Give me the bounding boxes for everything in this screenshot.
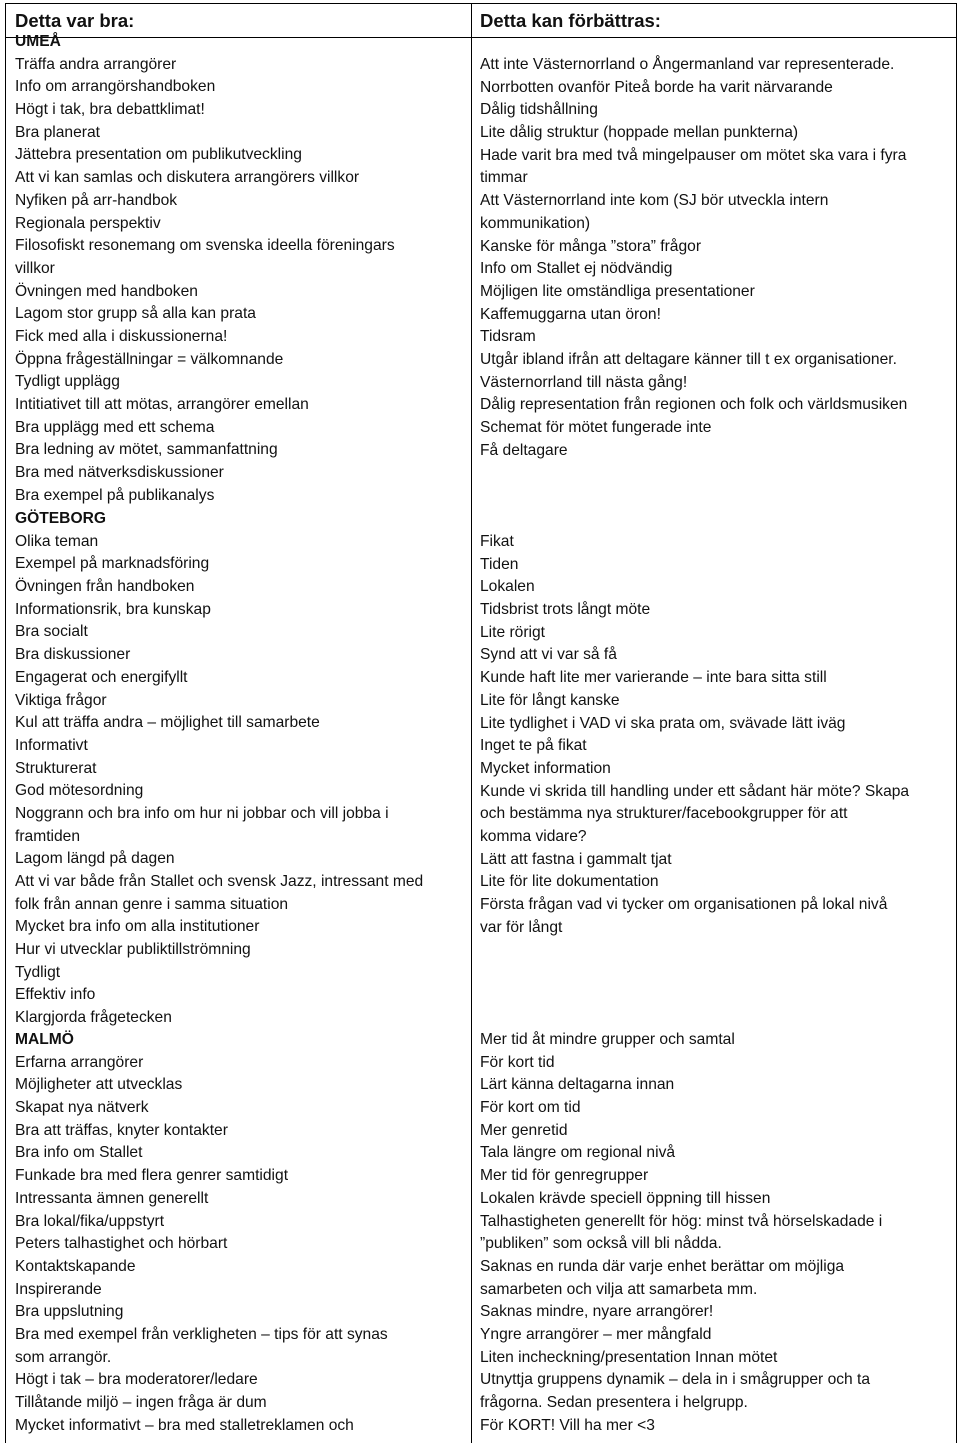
list-item: Övningen med handboken [15, 282, 198, 300]
list-item: Erfarna arrangörer [15, 1053, 144, 1071]
list-item: Tydligt upplägg [15, 373, 120, 391]
list-item: Bra planerat [15, 123, 100, 141]
list-item: Västernorrland till nästa gång! [480, 373, 688, 391]
city-title-malmo: MALMÖ [15, 1031, 74, 1048]
list-item: Bra info om Stallet [15, 1144, 143, 1162]
city-title-umea: UMEÅ [15, 33, 61, 50]
list-item: Lätt att fastna i gammalt tjat [480, 850, 672, 868]
list-item: Bra upplägg med ett schema [15, 418, 215, 436]
list-item: Tidsram [480, 328, 536, 346]
list-item: Lite tydlighet i VAD vi ska prata om, svävade lätt iväg [480, 714, 846, 732]
list-item: Strukturerat [15, 759, 97, 777]
list-item: Lärt känna deltagarna innan [480, 1076, 675, 1094]
column-divider [471, 4, 472, 1443]
list-item: Lite dålig struktur (hoppade mellan punkterna) [480, 124, 799, 142]
list-item: framtiden [15, 827, 81, 845]
umea-improve-list [480, 54, 950, 462]
list-item: Möjligheter att utvecklas [15, 1076, 183, 1094]
list-item: Mer genretid [480, 1121, 568, 1139]
list-item: Hur vi utvecklar publiktillströmning [15, 941, 251, 959]
list-item: För kort tid [480, 1053, 555, 1071]
list-item: och bestämma nya strukturer/facebookgrupper för att [480, 805, 848, 823]
list-item: kommunikation) [480, 214, 591, 232]
list-item: Öppna frågeställningar = välkomnande [15, 350, 284, 368]
list-item: Bra ledning av mötet, sammanfattning [15, 441, 278, 459]
list-item: komma vidare? [480, 827, 587, 845]
list-item: Lite för långt kanske [480, 691, 620, 709]
list-item: Första frågan vad vi tycker om organisationen på lokal nivå [480, 896, 888, 913]
list-item: Informativt [15, 736, 88, 754]
goteborg-improve-column [480, 531, 950, 939]
list-item: Skapat nya nätverk [15, 1099, 149, 1117]
list-item: Hade varit bra med två mingelpauser om mötet ska vara i fyra [480, 146, 907, 164]
list-item: ”publiken” som också vill bli nådda. [480, 1235, 722, 1253]
list-item: Utnyttja gruppens dynamik – dela in i smågrupper och ta [480, 1371, 871, 1389]
goteborg-good-list [15, 531, 460, 1030]
list-item: Bra med nätverksdiskussioner [15, 464, 224, 482]
list-item: Bra socialt [15, 623, 88, 641]
list-item: Mer tid för genregrupper [480, 1167, 649, 1185]
header-good: Detta var bra: [15, 10, 135, 31]
list-item: Nyfiken på arr-handbok [15, 191, 178, 209]
list-item: Att vi kan samlas och diskutera arrangörers villkor [15, 169, 360, 187]
list-item: Lokalen krävde speciell öppning till hissen [480, 1189, 771, 1207]
list-item: Funkade bra med flera genrer samtidigt [15, 1167, 289, 1185]
goteborg-improve-list [480, 531, 950, 939]
list-item: Träffa andra arrangörer [15, 55, 177, 73]
list-item: Tillåtande miljö – ingen fråga är dum [15, 1394, 267, 1411]
list-item: frågorna. Sedan presentera i helgrupp. [480, 1394, 748, 1411]
list-item: Få deltagare [480, 441, 568, 459]
list-item: Noggrann och bra info om hur ni jobbar och vill jobba i [15, 804, 389, 822]
malmo-improve-column [480, 1029, 950, 1437]
list-item: samarbeten och vilja att samarbeta mm. [480, 1280, 758, 1298]
list-item: Tidsbrist trots långt möte [480, 601, 651, 619]
list-item: Inget te på fikat [480, 737, 587, 755]
list-item: Mycket information [480, 759, 611, 777]
list-item: Kunde vi skrida till handling under ett sådant här möte? Skapa [480, 782, 910, 800]
list-item: Exempel på marknadsföring [15, 555, 210, 573]
list-item: Mycket informativt – bra med stalletreklamen och [15, 1416, 354, 1434]
malmo-good-column [15, 1029, 460, 1437]
malmo-good-list [15, 1052, 460, 1438]
list-item: Dålig tidshållning [480, 101, 598, 119]
list-item: Högt i tak – bra moderatorer/ledare [15, 1371, 258, 1389]
list-item: Bra diskussioner [15, 646, 131, 664]
list-item: Intressanta ämnen generellt [15, 1189, 209, 1207]
header-improve: Detta kan förbättras: [480, 10, 661, 31]
list-item: Jättebra presentation om publikutveckling [15, 146, 302, 164]
list-item: Att inte Västernorrland o Ångermanland var representerade. [480, 56, 895, 73]
list-item: Fick med alla i diskussionerna! [15, 327, 228, 345]
city-title-goteborg: GÖTEBORG [15, 510, 106, 527]
list-item: Tydligt [15, 963, 61, 981]
list-item: Info om arrangörshandboken [15, 78, 216, 96]
list-item: Talhastigheten generellt för hög: minst två hörselskadade i [480, 1212, 883, 1230]
list-item: Bra exempel på publikanalys [15, 486, 215, 504]
list-item: Kaffemuggarna utan öron! [480, 305, 661, 323]
list-item: Lagom stor grupp så alla kan prata [15, 305, 256, 323]
list-item: Inspirerande [15, 1280, 102, 1298]
list-item: Peters talhastighet och hörbart [15, 1235, 228, 1253]
list-item: Mycket bra info om alla institutioner [15, 918, 260, 936]
list-item: Dålig representation från regionen och folk och världsmusiken [480, 396, 908, 414]
list-item: Lagom längd på dagen [15, 850, 175, 868]
list-item: Regionala perspektiv [15, 214, 161, 232]
list-item: Utgår ibland ifrån att deltagare känner till t ex organisationer. [480, 350, 897, 368]
goteborg-good-column [15, 508, 460, 1030]
list-item: Viktiga frågor [15, 691, 107, 709]
list-item: Lite för lite dokumentation [480, 873, 659, 891]
list-item: Engagerat och energifyllt [15, 668, 188, 686]
list-item: Att Västernorrland inte kom (SJ bör utveckla intern [480, 192, 829, 210]
malmo-improve-list [480, 1029, 950, 1437]
list-item: Högt i tak, bra debattklimat! [15, 101, 205, 119]
list-item: Att vi var både från Stallet och svensk Jazz, intressant med [15, 873, 424, 890]
list-item: Norrbotten ovanför Piteå borde ha varit närvarande [480, 78, 833, 96]
list-item: Olika teman [15, 532, 99, 550]
list-item: Bra uppslutning [15, 1303, 124, 1321]
list-item: Lokalen [480, 578, 535, 596]
list-item: var för långt [480, 918, 563, 936]
list-item: God mötesordning [15, 782, 144, 800]
list-item: Klargjorda frågetecken [15, 1009, 172, 1027]
list-item: För kort om tid [480, 1099, 581, 1117]
list-item: Mer tid åt mindre grupper och samtal [480, 1031, 735, 1048]
list-item: Tala längre om regional nivå [480, 1144, 676, 1162]
list-item: Saknas mindre, nyare arrangörer! [480, 1303, 714, 1321]
list-item: Synd att vi var så få [480, 646, 617, 664]
list-item: Kul att träffa andra – möjlighet till samarbete [15, 714, 320, 732]
list-item: Möjligen lite omständliga presentationer [480, 282, 755, 300]
list-item: Kontaktskapande [15, 1257, 136, 1275]
list-item: Info om Stallet ej nödvändig [480, 260, 673, 278]
list-item: Kunde haft lite mer varierande – inte bara sitta still [480, 669, 827, 687]
list-item: Effektiv info [15, 986, 96, 1004]
list-item: Tiden [480, 555, 519, 573]
list-item: Schemat för mötet fungerade inte [480, 419, 712, 436]
list-item: folk från annan genre i samma situation [15, 895, 289, 913]
list-item: Intitiativet till att mötas, arrangörer emellan [15, 396, 309, 413]
list-item: villkor [15, 259, 55, 277]
list-item: Fikat [480, 533, 514, 550]
list-item: Lite rörigt [480, 623, 546, 641]
list-item: Saknas en runda där varje enhet berättar om möjliga [480, 1257, 845, 1275]
list-item: Bra lokal/fika/uppstyrt [15, 1212, 165, 1230]
list-item: Liten incheckning/presentation Innan mötet [480, 1348, 778, 1366]
umea-good-list [15, 54, 460, 508]
list-item: För KORT! Vill ha mer <3 [480, 1416, 655, 1434]
list-item: Kanske för många ”stora” frågor [480, 237, 702, 255]
umea-good-column [15, 31, 460, 507]
list-item: Yngre arrangörer – mer mångfald [480, 1325, 712, 1343]
list-item: Bra med exempel från verkligheten – tips för att synas [15, 1325, 388, 1343]
list-item: Bra att träffas, knyter kontakter [15, 1121, 228, 1139]
list-item: Filosofiskt resonemang om svenska ideella föreningars [15, 237, 395, 255]
list-item: timmar [480, 169, 528, 187]
list-item: Informationsrik, bra kunskap [15, 600, 211, 618]
list-item: Övningen från handboken [15, 578, 195, 596]
list-item: som arrangör. [15, 1348, 112, 1366]
umea-improve-column [480, 54, 950, 462]
